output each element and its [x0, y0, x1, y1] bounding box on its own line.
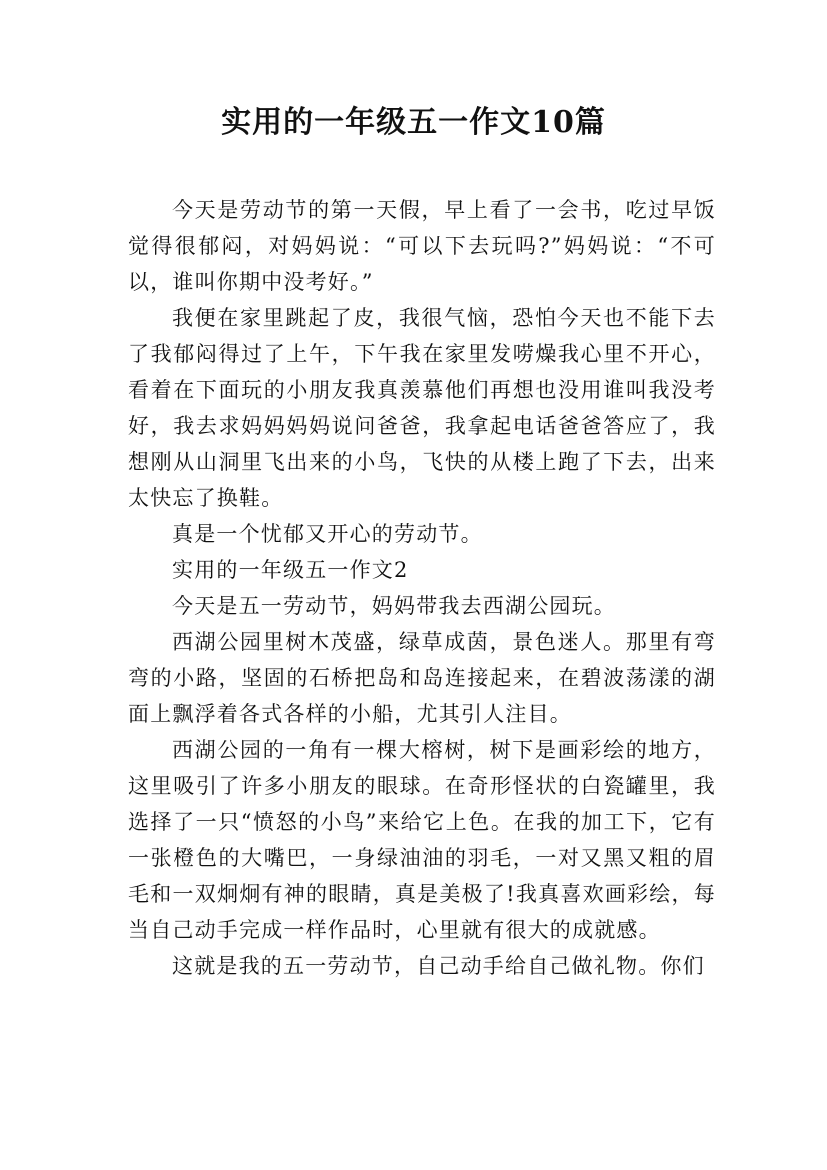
paragraph: 我便在家里跳起了皮，我很气恼，恐怕今天也不能下去了我郁闷得过了上午，下午我在家里发唠燥我心里不开心，看着在下面玩的小朋友我真羡慕他们再想也没用谁叫我没考好，我去求妈妈妈妈说问爸爸，我拿起电话爸爸答应了，我想刚从山洞里飞出来的小鸟，飞快的从楼上跑了下去，出来太快忘了换鞋。 — [128, 306, 716, 510]
paragraph: 西湖公园的一角有一棵大榕树，树下是画彩绘的地方，这里吸引了许多小朋友的眼球。在奇形怪状的白瓷罐里，我选择了一只“愤怒的小鸟”来给它上色。在我的加工下，它有一张橙色的大嘴巴，一身绿油油的羽毛，一对又黑又粗的眉毛和一双炯炯有神的眼睛，真是美极了!我真喜欢画彩绘，每当自己动手完成一样作品时，心里就有很大的成就感。 — [128, 738, 716, 942]
paragraph: 西湖公园里树木茂盛，绿草成茵，景色迷人。那里有弯弯的小路，坚固的石桥把岛和岛连接起来，在碧波荡漾的湖面上飘浮着各式各样的小船，尤其引人注目。 — [128, 630, 716, 726]
paragraph: 今天是劳动节的第一天假，早上看了一会书，吃过早饭觉得很郁闷，对妈妈说：“可以下去玩吗?”妈妈说：“不可以，谁叫你期中没考好。” — [128, 198, 716, 294]
section-heading: 实用的一年级五一作文2 — [172, 558, 409, 582]
paragraph: 这就是我的五一劳动节，自己动手给自己做礼物。你们 — [172, 954, 705, 978]
paragraph: 真是一个忧郁又开心的劳动节。 — [172, 522, 483, 546]
document-body — [128, 192, 716, 984]
document-title: 实用的一年级五一作文10篇 — [221, 105, 606, 140]
paragraph: 今天是五一劳动节，妈妈带我去西湖公园玩。 — [172, 594, 616, 618]
